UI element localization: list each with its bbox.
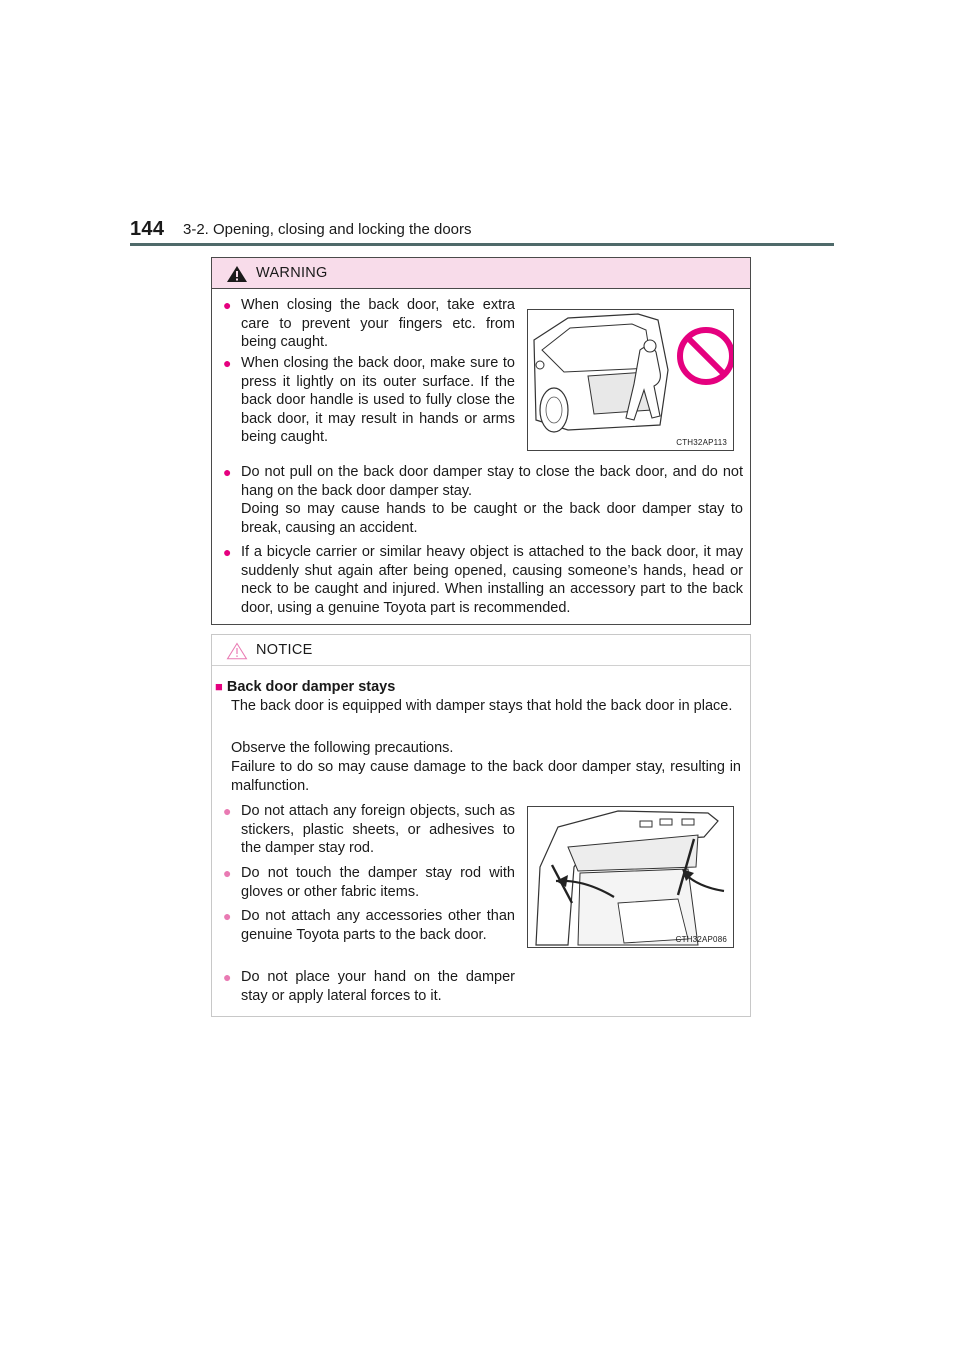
notice-item-text: Do not place your hand on the damper stay or apply lateral forces to it. <box>241 969 515 1004</box>
bullet-icon: ● <box>223 908 232 924</box>
page-header <box>130 218 830 248</box>
notice-paragraph: Failure to do so may cause damage to the back door damper stay, resulting in malfunction. <box>231 759 741 794</box>
warning-triangle-icon <box>226 265 248 283</box>
notice-label: NOTICE <box>256 642 313 658</box>
warning-item-2 <box>223 354 515 447</box>
warning-item-continuation: Doing so may cause hands to be caught or the back door damper stay to break, causing an accident. <box>241 501 743 536</box>
warning-item-text: When closing the back door, take extra care to prevent your fingers etc. from being caught. <box>241 297 515 350</box>
bullet-icon: ● <box>223 544 232 560</box>
section-title: 3-2. Opening, closing and locking the doors <box>183 221 472 238</box>
notice-paragraph: Observe the following precautions. <box>231 740 454 756</box>
back-door-closing-illustration <box>527 309 734 451</box>
illustration-code: CTH32AP113 <box>676 438 727 447</box>
warning-item-3 <box>223 463 743 537</box>
notice-item-4 <box>223 968 515 1005</box>
notice-item-3 <box>223 907 515 944</box>
bullet-icon: ● <box>223 297 232 313</box>
car-back-door-image <box>528 310 733 450</box>
open-back-door-image <box>528 807 733 947</box>
bullet-icon: ● <box>223 464 232 480</box>
bullet-icon: ● <box>223 355 232 371</box>
page-number: 144 <box>130 218 165 240</box>
warning-item-text: Do not pull on the back door damper stay to close the back door, and do not hang on the back door damper stay. <box>241 464 743 499</box>
notice-box <box>211 634 751 1017</box>
notice-item-text: Do not attach any foreign objects, such as stickers, plastic sheets, or adhesives to the damper stay rod. <box>241 803 515 856</box>
warning-label: WARNING <box>256 265 328 281</box>
notice-item-2 <box>223 864 515 901</box>
warning-box <box>211 257 751 625</box>
square-bullet-icon: ■ <box>215 679 223 694</box>
notice-header <box>212 635 750 666</box>
notice-item-text: Do not touch the damper stay rod with gloves or other fabric items. <box>241 865 515 900</box>
notice-paragraph: The back door is equipped with damper stays that hold the back door in place. <box>231 698 733 714</box>
warning-item-text: When closing the back door, make sure to press it lightly on its outer surface. If the back door handle is used to fully close the back door, it may result in hands or arms being caught. <box>241 355 515 445</box>
damper-stay-illustration <box>527 806 734 948</box>
notice-subheading <box>215 678 395 697</box>
bullet-icon: ● <box>223 969 232 985</box>
bullet-icon: ● <box>223 865 232 881</box>
notice-item-1 <box>223 802 515 858</box>
notice-subheading-text: Back door damper stays <box>226 679 396 695</box>
warning-item-4 <box>223 543 743 617</box>
warning-item-text: If a bicycle carrier or similar heavy object is attached to the back door, it may suddenly shut again after being opened, causing someone’s hands, head or neck to be caught and injured. When installing an accessory part to the back door, using a genuine Toyota part is recommended. <box>241 544 743 616</box>
notice-item-text: Do not attach any accessories other than genuine Toyota parts to the back door. <box>241 908 515 943</box>
header-rule <box>130 243 834 246</box>
illustration-code: CTH32AP086 <box>675 935 727 944</box>
warning-item-1 <box>223 296 515 352</box>
bullet-icon: ● <box>223 803 232 819</box>
warning-header <box>212 258 750 289</box>
caution-triangle-outline-icon <box>226 642 248 660</box>
